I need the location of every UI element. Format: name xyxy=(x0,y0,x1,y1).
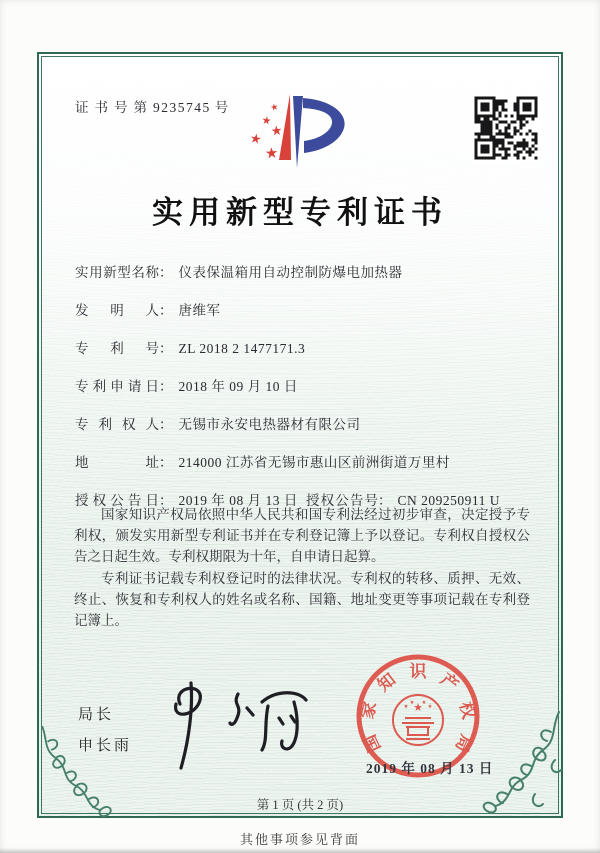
svg-text:★: ★ xyxy=(427,704,433,710)
svg-text:产: 产 xyxy=(436,669,462,696)
svg-text:国: 国 xyxy=(360,731,385,756)
field-value-patentee: 无锡市永安电热器材有限公司 xyxy=(178,417,361,432)
field-colon: ： xyxy=(378,493,392,508)
certificate-number-prefix: 证书号第 xyxy=(75,100,153,115)
legal-paragraph-1: 国家知识产权局依照中华人民共和国专利法经过初步审查，决定授予专利权，颁发实用新型专利证书并在专利登记簿上予以登记。专利权自授权公告之日起生效。专利权期限为十年，自申请日起算。 xyxy=(74,507,530,565)
field-value-grant-date: 2019 年 08 月 13 日 xyxy=(178,493,298,508)
field-row xyxy=(75,299,531,337)
field-label: 发明人 xyxy=(75,303,159,318)
field-label: 实用新型名称 xyxy=(75,265,159,280)
field-row xyxy=(75,337,531,375)
field-value-publication-number: CN 209250911 U xyxy=(397,493,501,508)
field-colon: ： xyxy=(159,341,173,356)
director-signature-icon xyxy=(146,678,316,773)
field-value-patent-name: 仪表保温箱用自动控制防爆电加热器 xyxy=(178,265,403,280)
legal-paragraph-2: 专利证书记载专利权登记时的法律状况。专利权的转移、质押、无效、终止、恢复和专利权人的姓名或名称、国籍、地址变更等事项记载在专利登记簿上。 xyxy=(74,570,530,629)
svg-text:★: ★ xyxy=(264,143,279,163)
field-value-patent-number: ZL 2018 2 1477171.3 xyxy=(178,341,306,356)
field-label: 专利权人 xyxy=(75,417,159,432)
field-label: 授权公告号 xyxy=(306,493,378,508)
field-colon: ： xyxy=(159,455,173,470)
field-label: 授权公告日 xyxy=(75,493,159,508)
svg-text:★: ★ xyxy=(409,700,415,706)
svg-text:知: 知 xyxy=(374,669,400,696)
svg-text:权: 权 xyxy=(455,699,479,721)
svg-text:家: 家 xyxy=(357,699,381,721)
page-number: 第 1 页 (共 2 页) xyxy=(256,798,344,812)
qr-code xyxy=(472,94,540,162)
svg-text:★: ★ xyxy=(421,700,427,706)
field-colon: ： xyxy=(159,379,173,394)
page-title: 实用新型专利证书 xyxy=(152,195,448,230)
field-value-address: 214000 江苏省无锡市惠山区前洲街道万里村 xyxy=(178,455,450,470)
field-colon: ： xyxy=(159,493,173,508)
back-side-note: 其他事项参见背面 xyxy=(239,832,360,847)
legal-text xyxy=(74,504,530,631)
field-row xyxy=(75,413,531,451)
certificate-number xyxy=(75,96,234,116)
patent-fields xyxy=(75,261,531,527)
certificate-number-suffix: 号 xyxy=(214,100,235,115)
director-name: 申长雨 xyxy=(78,738,133,754)
svg-text:★: ★ xyxy=(260,113,273,128)
field-colon: ： xyxy=(159,303,173,318)
field-row xyxy=(75,261,531,299)
svg-text:★: ★ xyxy=(270,123,284,140)
svg-text:局: 局 xyxy=(451,731,476,756)
field-label: 专利申请日 xyxy=(75,379,159,394)
field-colon: ： xyxy=(159,265,173,280)
field-label: 专利号 xyxy=(75,341,159,356)
field-value-inventor: 唐维军 xyxy=(178,303,221,318)
director-title: 局长 xyxy=(78,707,115,723)
field-row xyxy=(75,375,531,413)
svg-text:★: ★ xyxy=(269,102,280,114)
field-row xyxy=(75,451,531,489)
svg-text:★: ★ xyxy=(413,701,423,714)
svg-text:识: 识 xyxy=(409,662,427,681)
svg-text:★: ★ xyxy=(403,704,409,710)
cnipa-patent-logo-icon xyxy=(246,90,358,178)
director-block xyxy=(78,700,132,762)
field-value-filing-date: 2018 年 09 月 10 日 xyxy=(178,379,298,394)
field-label: 地址 xyxy=(75,455,159,470)
certificate-number-value: 9235745 xyxy=(153,100,211,115)
national-emblem-icon xyxy=(393,695,443,745)
svg-text:★: ★ xyxy=(248,131,263,148)
field-colon: ： xyxy=(159,417,173,432)
seal-date: 2019 年 08 月 13 日 xyxy=(366,761,494,776)
